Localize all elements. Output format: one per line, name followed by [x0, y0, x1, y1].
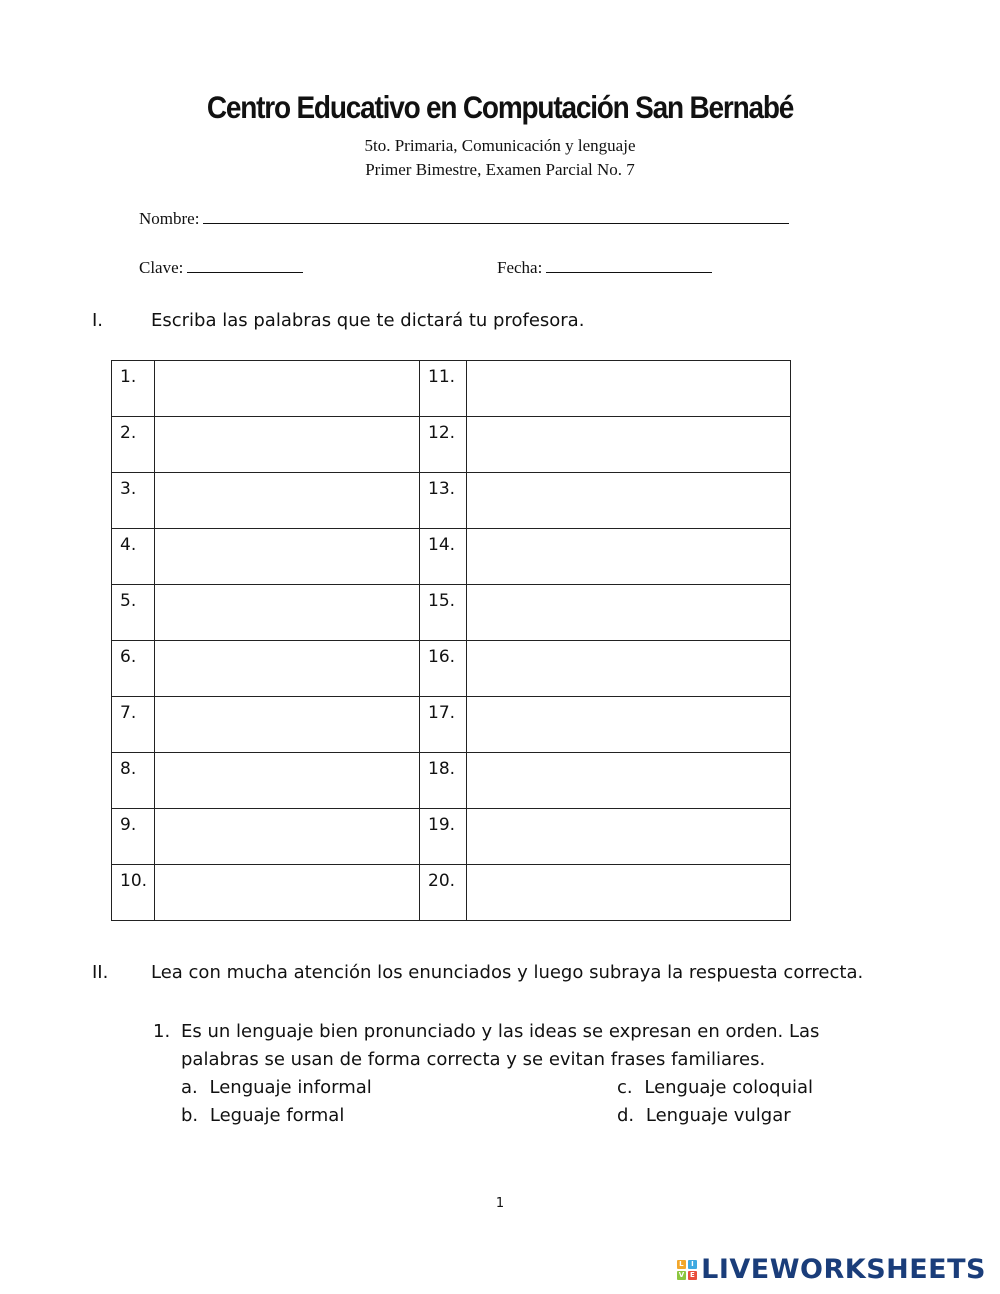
row-number-right-text: 19. [428, 815, 456, 835]
fecha-row [497, 258, 712, 278]
row-number-right [420, 585, 467, 641]
row-number-right [420, 697, 467, 753]
clave-field[interactable] [187, 258, 303, 273]
answer-cell-right[interactable] [467, 865, 791, 921]
row-number-right [420, 865, 467, 921]
option-c[interactable] [617, 1077, 813, 1098]
fecha-field[interactable] [546, 258, 712, 273]
answer-cell-right[interactable] [467, 753, 791, 809]
question-text-line1: Es un lenguaje bien pronunciado y las ideas se expresan en orden. Las [181, 1021, 820, 1042]
option-c-letter: c. [617, 1077, 633, 1098]
row-number-right-text: 15. [428, 591, 456, 611]
row-number-right [420, 417, 467, 473]
table-row [112, 865, 791, 921]
row-number-right-text: 12. [428, 423, 456, 443]
row-number-right-text: 18. [428, 759, 456, 779]
row-number-left-text: 8. [120, 759, 137, 779]
answer-cell-right[interactable] [467, 417, 791, 473]
row-number-left-text: 6. [120, 647, 137, 667]
row-number-left-text: 10. [120, 871, 148, 891]
answer-cell-right[interactable] [467, 473, 791, 529]
row-number-right [420, 529, 467, 585]
row-number-right-text: 17. [428, 703, 456, 723]
option-a-text: Lenguaje informal [209, 1077, 372, 1098]
row-number-left-text: 2. [120, 423, 137, 443]
row-number-left [112, 753, 155, 809]
fecha-label: Fecha: [497, 258, 543, 277]
option-a-letter: a. [181, 1077, 198, 1098]
logo-tile-l: L [677, 1260, 686, 1269]
row-number-left [112, 361, 155, 417]
table-row [112, 809, 791, 865]
table-row [112, 641, 791, 697]
nombre-field[interactable] [203, 209, 789, 224]
row-number-left [112, 697, 155, 753]
row-number-right-text: 16. [428, 647, 456, 667]
option-b-text: Leguaje formal [209, 1105, 345, 1126]
logo-tile-e: E [690, 1270, 696, 1279]
row-number-left-text: 7. [120, 703, 137, 723]
logo-tile-v: V [678, 1270, 685, 1279]
option-c-text: Lenguaje coloquial [644, 1077, 814, 1098]
row-number-left [112, 865, 155, 921]
table-row [112, 753, 791, 809]
nombre-row [139, 209, 789, 229]
section1-numeral: I. [92, 310, 104, 331]
row-number-right [420, 809, 467, 865]
option-d-text: Lenguaje vulgar [645, 1105, 791, 1126]
answer-cell-left[interactable] [155, 865, 420, 921]
row-number-left [112, 417, 155, 473]
table-row [112, 417, 791, 473]
document-title: Centro Educativo en Computación San Bernabé [206, 90, 794, 125]
row-number-right [420, 641, 467, 697]
answer-cell-left[interactable] [155, 809, 420, 865]
section2-numeral: II. [92, 962, 109, 983]
answer-cell-left[interactable] [155, 361, 420, 417]
subtitle-exam: Primer Bimestre, Examen Parcial No. 7 [365, 160, 635, 179]
table-row [112, 473, 791, 529]
row-number-right-text: 11. [428, 367, 456, 387]
subtitle-course: 5to. Primaria, Comunicación y lenguaje [364, 136, 636, 155]
answer-cell-left[interactable] [155, 697, 420, 753]
answer-cell-left[interactable] [155, 417, 420, 473]
logo-tile-i: I [688, 1260, 697, 1269]
option-d-letter: d. [617, 1105, 635, 1126]
row-number-left-text: 4. [120, 535, 137, 555]
row-number-left-text: 5. [120, 591, 137, 611]
dictation-table [111, 360, 791, 921]
row-number-right-text: 20. [428, 871, 456, 891]
table-row [112, 529, 791, 585]
section2-instruction: Lea con mucha atención los enunciados y luego subraya la respuesta correcta. [151, 962, 864, 983]
answer-cell-left[interactable] [155, 585, 420, 641]
row-number-right-text: 13. [428, 479, 456, 499]
page-number: 1 [495, 1196, 505, 1211]
clave-label: Clave: [139, 258, 184, 277]
answer-cell-left[interactable] [155, 641, 420, 697]
row-number-left [112, 641, 155, 697]
nombre-label: Nombre: [139, 209, 200, 228]
answer-cell-left[interactable] [155, 753, 420, 809]
liveworksheets-logo-icon [677, 1260, 697, 1280]
option-a[interactable] [181, 1077, 372, 1098]
row-number-left [112, 473, 155, 529]
table-row [112, 361, 791, 417]
row-number-right [420, 753, 467, 809]
question-text-line2: palabras se usan de forma correcta y se evitan frases familiares. [181, 1049, 766, 1070]
answer-cell-right[interactable] [467, 361, 791, 417]
option-b-letter: b. [181, 1105, 199, 1126]
answer-cell-right[interactable] [467, 529, 791, 585]
clave-row [139, 258, 303, 278]
row-number-right [420, 361, 467, 417]
row-number-left-text: 1. [120, 367, 137, 387]
row-number-left [112, 585, 155, 641]
table-row [112, 585, 791, 641]
row-number-left [112, 529, 155, 585]
answer-cell-left[interactable] [155, 473, 420, 529]
row-number-left-text: 3. [120, 479, 137, 499]
answer-cell-right[interactable] [467, 697, 791, 753]
option-b[interactable] [181, 1105, 344, 1126]
row-number-left-text: 9. [120, 815, 137, 835]
row-number-left [112, 809, 155, 865]
liveworksheets-brand[interactable] [677, 1254, 986, 1285]
brand-name: LIVEWORKSHEETS [701, 1254, 986, 1285]
answer-cell-right[interactable] [467, 585, 791, 641]
answer-cell-left[interactable] [155, 529, 420, 585]
row-number-right [420, 473, 467, 529]
table-row [112, 697, 791, 753]
question-number: 1. [153, 1021, 171, 1042]
answer-cell-right[interactable] [467, 809, 791, 865]
answer-cell-right[interactable] [467, 641, 791, 697]
section1-instruction: Escriba las palabras que te dictará tu profesora. [151, 310, 585, 331]
row-number-right-text: 14. [428, 535, 456, 555]
option-d[interactable] [617, 1105, 791, 1126]
